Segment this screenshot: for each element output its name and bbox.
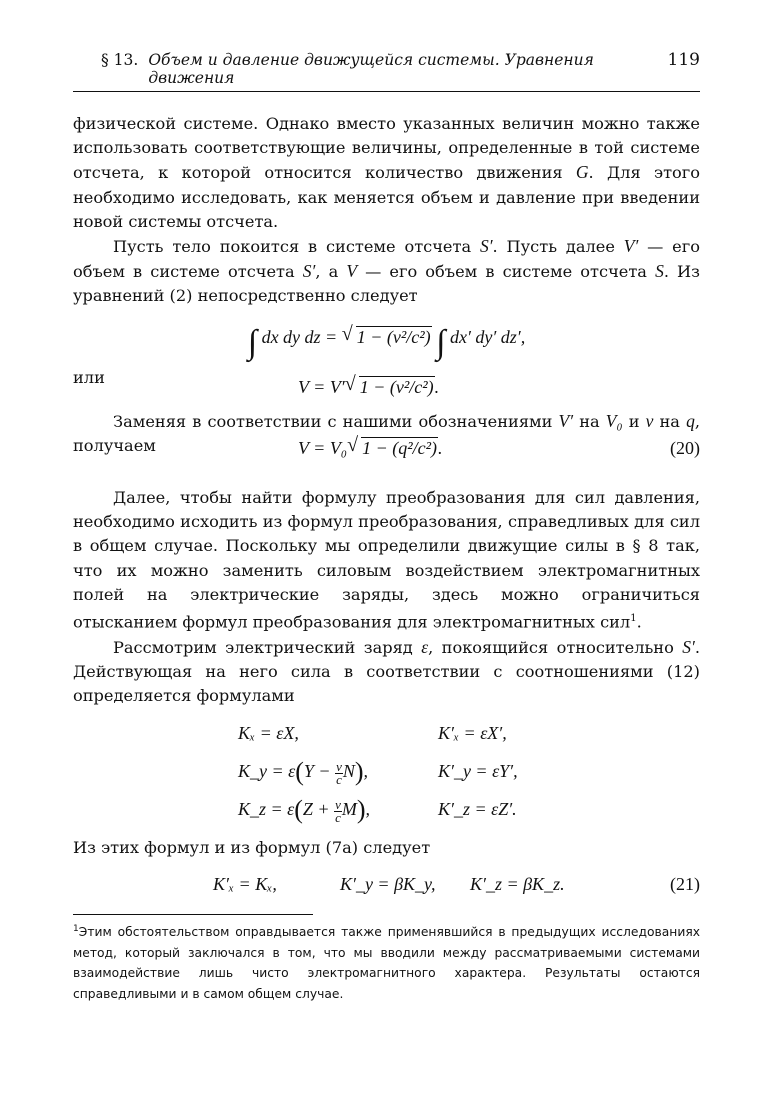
footnote-text: Этим обстоятельством оправдывается также применявшийся в предыдущих исследованиях метод, который заключался в том, что мы вводили между рассматриваемыми системами взаимодействие лишь чисто электромагнитного характера. Результаты остаются справедливыми и в самом общем случае. [73, 925, 700, 1001]
page [73, 50, 700, 1004]
eq-Ky: K_y = ε(Y − $\frac{v}{c}$ N), [238, 757, 369, 787]
paragraph-6: Из этих формул и из формул (7а) следует [73, 838, 431, 858]
eq-Kx-prime: K′ₓ = εX′, [438, 723, 507, 744]
equation-V: V = V′√ 1 − (v²/c²). [298, 375, 439, 399]
eq-Kz-prime: K′_z = εZ′. [438, 799, 517, 820]
section-number: § 13. [101, 51, 139, 69]
paragraph-3: Заменяя в соответствии с нашими обозначениями V′ на V₀ и v на q, получаем [73, 410, 700, 455]
running-head [73, 50, 700, 92]
running-title: Объем и давление движущейся системы. Уравнения движения [148, 51, 594, 87]
or-line: или V = V′√ 1 − (v²/c²). [73, 365, 700, 391]
eq-Kx: Kₓ = εX, [238, 723, 299, 744]
eq-Kz: K_z = ε(Z + $\frac{v}{c}$ M), [238, 795, 371, 825]
page-number: 119 [667, 50, 700, 70]
equation-20: V = V₀√ 1 − (q²/c²). (20) [73, 454, 700, 482]
footnote-mark: 1 [73, 924, 79, 935]
footnote-rule [73, 914, 313, 915]
body-text [73, 112, 700, 904]
paragraph-4: Далее, чтобы найти формулу преобразования для сил давления, необходимо исходить из формул преобразования, справедливых для сил в общем случае. Поскольку мы определили движущие силы в § 8 так, что их можно заменить силовым воздействием электромагнитных полей на электрические заряды, здесь можно ограничиться отысканием формул преобразования для электромагнитных сил$^1$. [73, 488, 700, 632]
equation-integral: ∫ dx dy dz = √ 1 − (v²/c²) ∫ dx′ dy′ dz′, [73, 309, 700, 365]
force-equations [238, 718, 700, 824]
eq-Ky-prime: K′_y = εY′, [438, 761, 518, 782]
paragraph-2: Пусть тело покоится в системе отсчета S′. Пусть далее V′ — его объем в системе отсчета S′, а V — его объем в системе отсчета S. Из уравнений (2) непосредственно следует [73, 236, 700, 306]
footnote-ref: 1 [630, 613, 637, 625]
footnote [73, 919, 700, 1004]
paragraph-5: Рассмотрим электрический заряд ε, покоящийся относительно S′. Действующая на него сила в соответствии с соотношениями (12) определяется формулами [73, 636, 700, 706]
equation-number-21: (21) [670, 874, 700, 895]
equation-number-20: (20) [670, 438, 700, 459]
paragraph-1: физической системе. Однако вместо указанных величин можно также использовать соответствующие величины, определенные в той системе отсчета, к которой относится количество движения G. Для этого необходимо исследовать, как меняется объем и давление при введении новой системы отсчета. [73, 114, 700, 231]
equation-21: K′ₓ = Kₓ, K′_y = βK_y, K′_z = βK_z. (21) [73, 864, 700, 904]
